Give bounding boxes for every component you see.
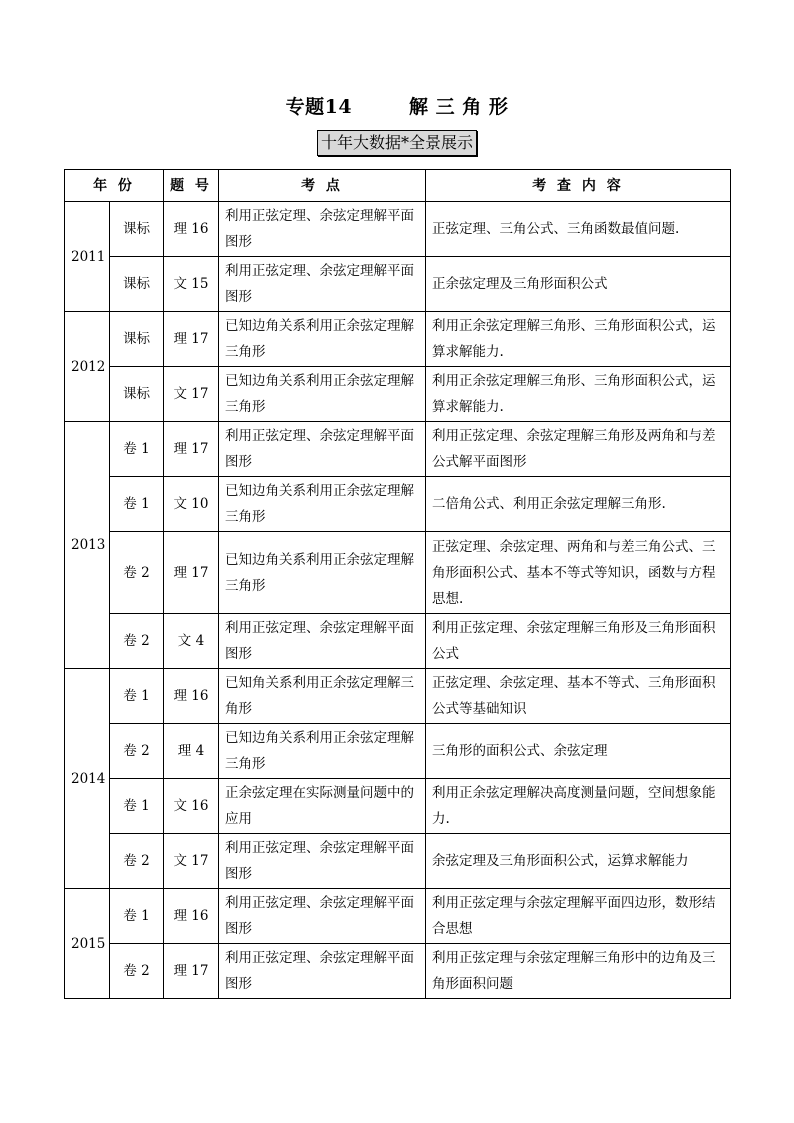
page-title: 专题14 解 三 角 形 — [285, 96, 509, 118]
paper-cell: 卷 2 — [110, 614, 164, 669]
paper-cell: 卷 1 — [110, 779, 164, 834]
banner-wrap — [0, 130, 794, 156]
content-cell: 利用正弦定理、余弦定理解三角形及两角和与差公式解平面图形 — [426, 422, 731, 477]
question-number-cell: 理 17 — [164, 422, 219, 477]
exam-point-cell: 已知边角关系利用正余弦定理解三角形 — [219, 477, 426, 532]
paper-cell: 课标 — [110, 257, 164, 312]
content-cell: 正弦定理、三角公式、三角函数最值问题. — [426, 202, 731, 257]
paper-cell: 卷 2 — [110, 944, 164, 999]
exam-point-cell: 已知边角关系利用正余弦定理解三角形 — [219, 367, 426, 422]
year-cell: 2012 — [65, 312, 110, 422]
exam-point-cell: 利用正弦定理、余弦定理解平面图形 — [219, 614, 426, 669]
content-cell: 二倍角公式、利用正余弦定理解三角形. — [426, 477, 731, 532]
table-row — [65, 944, 731, 999]
year-cell: 2015 — [65, 889, 110, 999]
question-number-cell: 文 16 — [164, 779, 219, 834]
question-number-cell: 理 4 — [164, 724, 219, 779]
content-cell: 利用正余弦定理解三角形、三角形面积公式，运算求解能力. — [426, 367, 731, 422]
year-cell: 2014 — [65, 669, 110, 889]
table-body — [65, 202, 731, 999]
exam-point-cell: 利用正弦定理、余弦定理解平面图形 — [219, 202, 426, 257]
exam-table — [64, 169, 731, 999]
table-row — [65, 202, 731, 257]
question-number-cell: 理 16 — [164, 669, 219, 724]
table-row — [65, 422, 731, 477]
question-number-cell: 文 17 — [164, 834, 219, 889]
table-row — [65, 257, 731, 312]
section-banner: 十年大数据*全景展示 — [317, 130, 477, 156]
question-number-cell: 理 16 — [164, 889, 219, 944]
table-header — [65, 170, 731, 202]
header-exam-point: 考 点 — [219, 170, 426, 202]
table-row — [65, 532, 731, 614]
content-cell: 正弦定理、余弦定理、基本不等式、三角形面积公式等基础知识 — [426, 669, 731, 724]
exam-point-cell: 已知边角关系利用正余弦定理解三角形 — [219, 724, 426, 779]
paper-cell: 卷 2 — [110, 834, 164, 889]
paper-cell: 课标 — [110, 312, 164, 367]
content-cell: 正弦定理、余弦定理、两角和与差三角公式、三角形面积公式、基本不等式等知识，函数与方程思想. — [426, 532, 731, 614]
exam-point-cell: 利用正弦定理、余弦定理解平面图形 — [219, 889, 426, 944]
question-number-cell: 文 17 — [164, 367, 219, 422]
paper-cell: 课标 — [110, 367, 164, 422]
question-number-cell: 理 16 — [164, 202, 219, 257]
paper-cell: 卷 1 — [110, 422, 164, 477]
exam-point-cell: 已知边角关系利用正余弦定理解三角形 — [219, 312, 426, 367]
question-number-cell: 文 4 — [164, 614, 219, 669]
table-row — [65, 889, 731, 944]
question-number-cell: 理 17 — [164, 312, 219, 367]
content-cell: 余弦定理及三角形面积公式，运算求解能力 — [426, 834, 731, 889]
exam-point-cell: 正余弦定理在实际测量问题中的应用 — [219, 779, 426, 834]
exam-point-cell: 已知边角关系利用正余弦定理解三角形 — [219, 532, 426, 614]
paper-cell: 课标 — [110, 202, 164, 257]
exam-point-cell: 利用正弦定理、余弦定理解平面图形 — [219, 422, 426, 477]
table-row — [65, 312, 731, 367]
paper-cell: 卷 1 — [110, 477, 164, 532]
table-row — [65, 367, 731, 422]
paper-cell: 卷 2 — [110, 532, 164, 614]
table-row — [65, 477, 731, 532]
content-cell: 利用正弦定理与余弦定理解三角形中的边角及三角形面积问题 — [426, 944, 731, 999]
table-row — [65, 614, 731, 669]
table-row — [65, 779, 731, 834]
exam-point-cell: 已知角关系利用正余弦定理解三角形 — [219, 669, 426, 724]
paper-cell: 卷 1 — [110, 669, 164, 724]
header-content: 考 查 内 容 — [426, 170, 731, 202]
header-question-number: 题 号 — [164, 170, 219, 202]
content-cell: 利用正余弦定理解决高度测量问题，空间想象能力. — [426, 779, 731, 834]
exam-point-cell: 利用正弦定理、余弦定理解平面图形 — [219, 834, 426, 889]
content-cell: 三角形的面积公式、余弦定理 — [426, 724, 731, 779]
content-cell: 利用正弦定理、余弦定理解三角形及三角形面积公式 — [426, 614, 731, 669]
question-number-cell: 文 10 — [164, 477, 219, 532]
exam-point-cell: 利用正弦定理、余弦定理解平面图形 — [219, 944, 426, 999]
table-row — [65, 834, 731, 889]
content-cell: 利用正弦定理与余弦定理解平面四边形，数形结合思想 — [426, 889, 731, 944]
year-cell: 2013 — [65, 422, 110, 669]
year-cell: 2011 — [65, 202, 110, 312]
header-year: 年 份 — [65, 170, 164, 202]
content-cell: 利用正余弦定理解三角形、三角形面积公式，运算求解能力. — [426, 312, 731, 367]
exam-point-cell: 利用正弦定理、余弦定理解平面图形 — [219, 257, 426, 312]
paper-cell: 卷 1 — [110, 889, 164, 944]
table-row — [65, 669, 731, 724]
header-row — [65, 170, 731, 202]
question-number-cell: 理 17 — [164, 532, 219, 614]
paper-cell: 卷 2 — [110, 724, 164, 779]
content-cell: 正余弦定理及三角形面积公式 — [426, 257, 731, 312]
question-number-cell: 理 17 — [164, 944, 219, 999]
question-number-cell: 文 15 — [164, 257, 219, 312]
table-row — [65, 724, 731, 779]
